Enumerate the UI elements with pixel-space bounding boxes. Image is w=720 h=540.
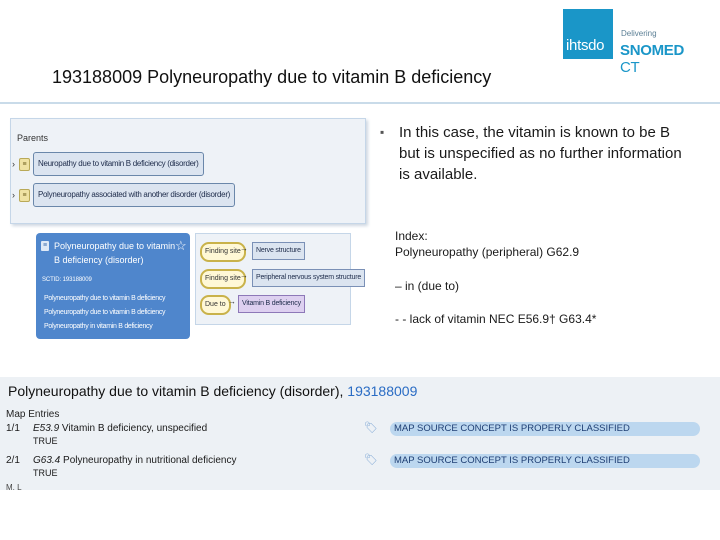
bullet-text: In this case, the vitamin is known to be B but is unspecified as no further information is available. [399,124,682,183]
parent-concept[interactable]: Neuropathy due to vitamin B deficiency (disorder) [33,152,204,176]
focus-concept-sctid: SCTID: 193188009 [42,277,92,283]
focus-concept-title: Polyneuropathy due to vitamin B deficiency (disorder) [54,241,176,265]
attribute-value[interactable]: Peripheral nervous system structure [252,269,365,287]
star-outline-icon[interactable]: ☆ [175,238,187,253]
map-entry-desc: Polyneuropathy in nutritional deficiency [60,455,237,466]
focus-description: Polyneuropathy due to vitamin B deficiency [44,295,166,302]
map-entry-rule: TRUE [33,436,58,446]
map-concept-id[interactable]: 193188009 [347,383,418,399]
defined-badge-icon: ≡ [19,189,30,202]
map-entry-target [33,423,207,434]
ihtsdo-logo-text: ihtsdo [566,37,605,54]
map-entry-number: 1/1 [6,423,20,434]
attribute-name[interactable]: Finding site [200,242,246,262]
relationship-arrow-icon: → [240,271,248,280]
map-entry-code: G63.4 [33,455,61,466]
index-line: Polyneuropathy (peripheral) G62.9 [395,245,580,259]
map-advice-bar: MAP SOURCE CONCEPT IS PROPERLY CLASSIFIED [390,454,700,468]
map-entry-desc: Vitamin B deficiency, unspecified [59,423,208,434]
attribute-name[interactable]: Finding site [200,269,246,289]
index-label: Index: [395,229,428,243]
truncated-text: M. L [6,483,22,492]
parents-label: Parents [17,133,49,143]
tag-icon: 🏷 [364,454,378,466]
logo-ct: CT [620,59,640,76]
expand-arrow-icon[interactable]: › [12,159,15,169]
logo-snomed-text [620,42,703,76]
index-line: – in (due to) [395,279,460,293]
attributes-panel [195,233,362,325]
defined-badge-icon: ≡ [42,242,48,249]
map-entry-target [33,455,236,466]
map-advice-bar: MAP SOURCE CONCEPT IS PROPERLY CLASSIFIED [390,422,700,436]
tag-icon: 🏷 [364,422,378,434]
map-concept-heading [8,383,417,399]
index-line: - - lack of vitamin NEC E56.9† G63.4* [395,312,597,326]
ihtsdo-logo-box [563,9,613,59]
attribute-value[interactable]: Nerve structure [252,242,305,260]
logo-snomed: SNOMED [620,42,685,59]
focus-description: Polyneuropathy due to vitamin B deficiency [44,309,166,316]
attribute-name[interactable]: Due to [200,295,231,315]
bullet-marker: ▪ [380,125,385,139]
map-entry-code: E53.9 [33,423,60,434]
map-entry-rule: TRUE [33,468,58,478]
map-entry-number: 2/1 [6,455,20,466]
map-panel [0,377,720,490]
relationship-arrow-icon: → [228,297,236,306]
map-entries-label: Map Entries [6,409,60,420]
slide-title: 193188009 Polyneuropathy due to vitamin B deficiency [52,67,492,87]
focus-description: Polyneuropathy in vitamin B deficiency [44,323,153,330]
defined-badge-icon: ≡ [19,158,30,171]
focus-concept-card[interactable] [36,233,190,339]
parents-panel [10,118,366,224]
map-concept-name: Polyneuropathy due to vitamin B deficiency (disorder), [8,383,348,399]
ihtsdo-snomed-logo [563,9,703,76]
expand-arrow-icon[interactable]: › [12,190,15,200]
relationship-arrow-icon: → [240,244,248,253]
logo-delivering-text: Delivering [621,29,657,38]
title-divider [0,102,720,104]
attribute-value[interactable]: Vitamin B deficiency [238,295,305,313]
parent-concept[interactable]: Polyneuropathy associated with another disorder (disorder) [33,183,235,207]
